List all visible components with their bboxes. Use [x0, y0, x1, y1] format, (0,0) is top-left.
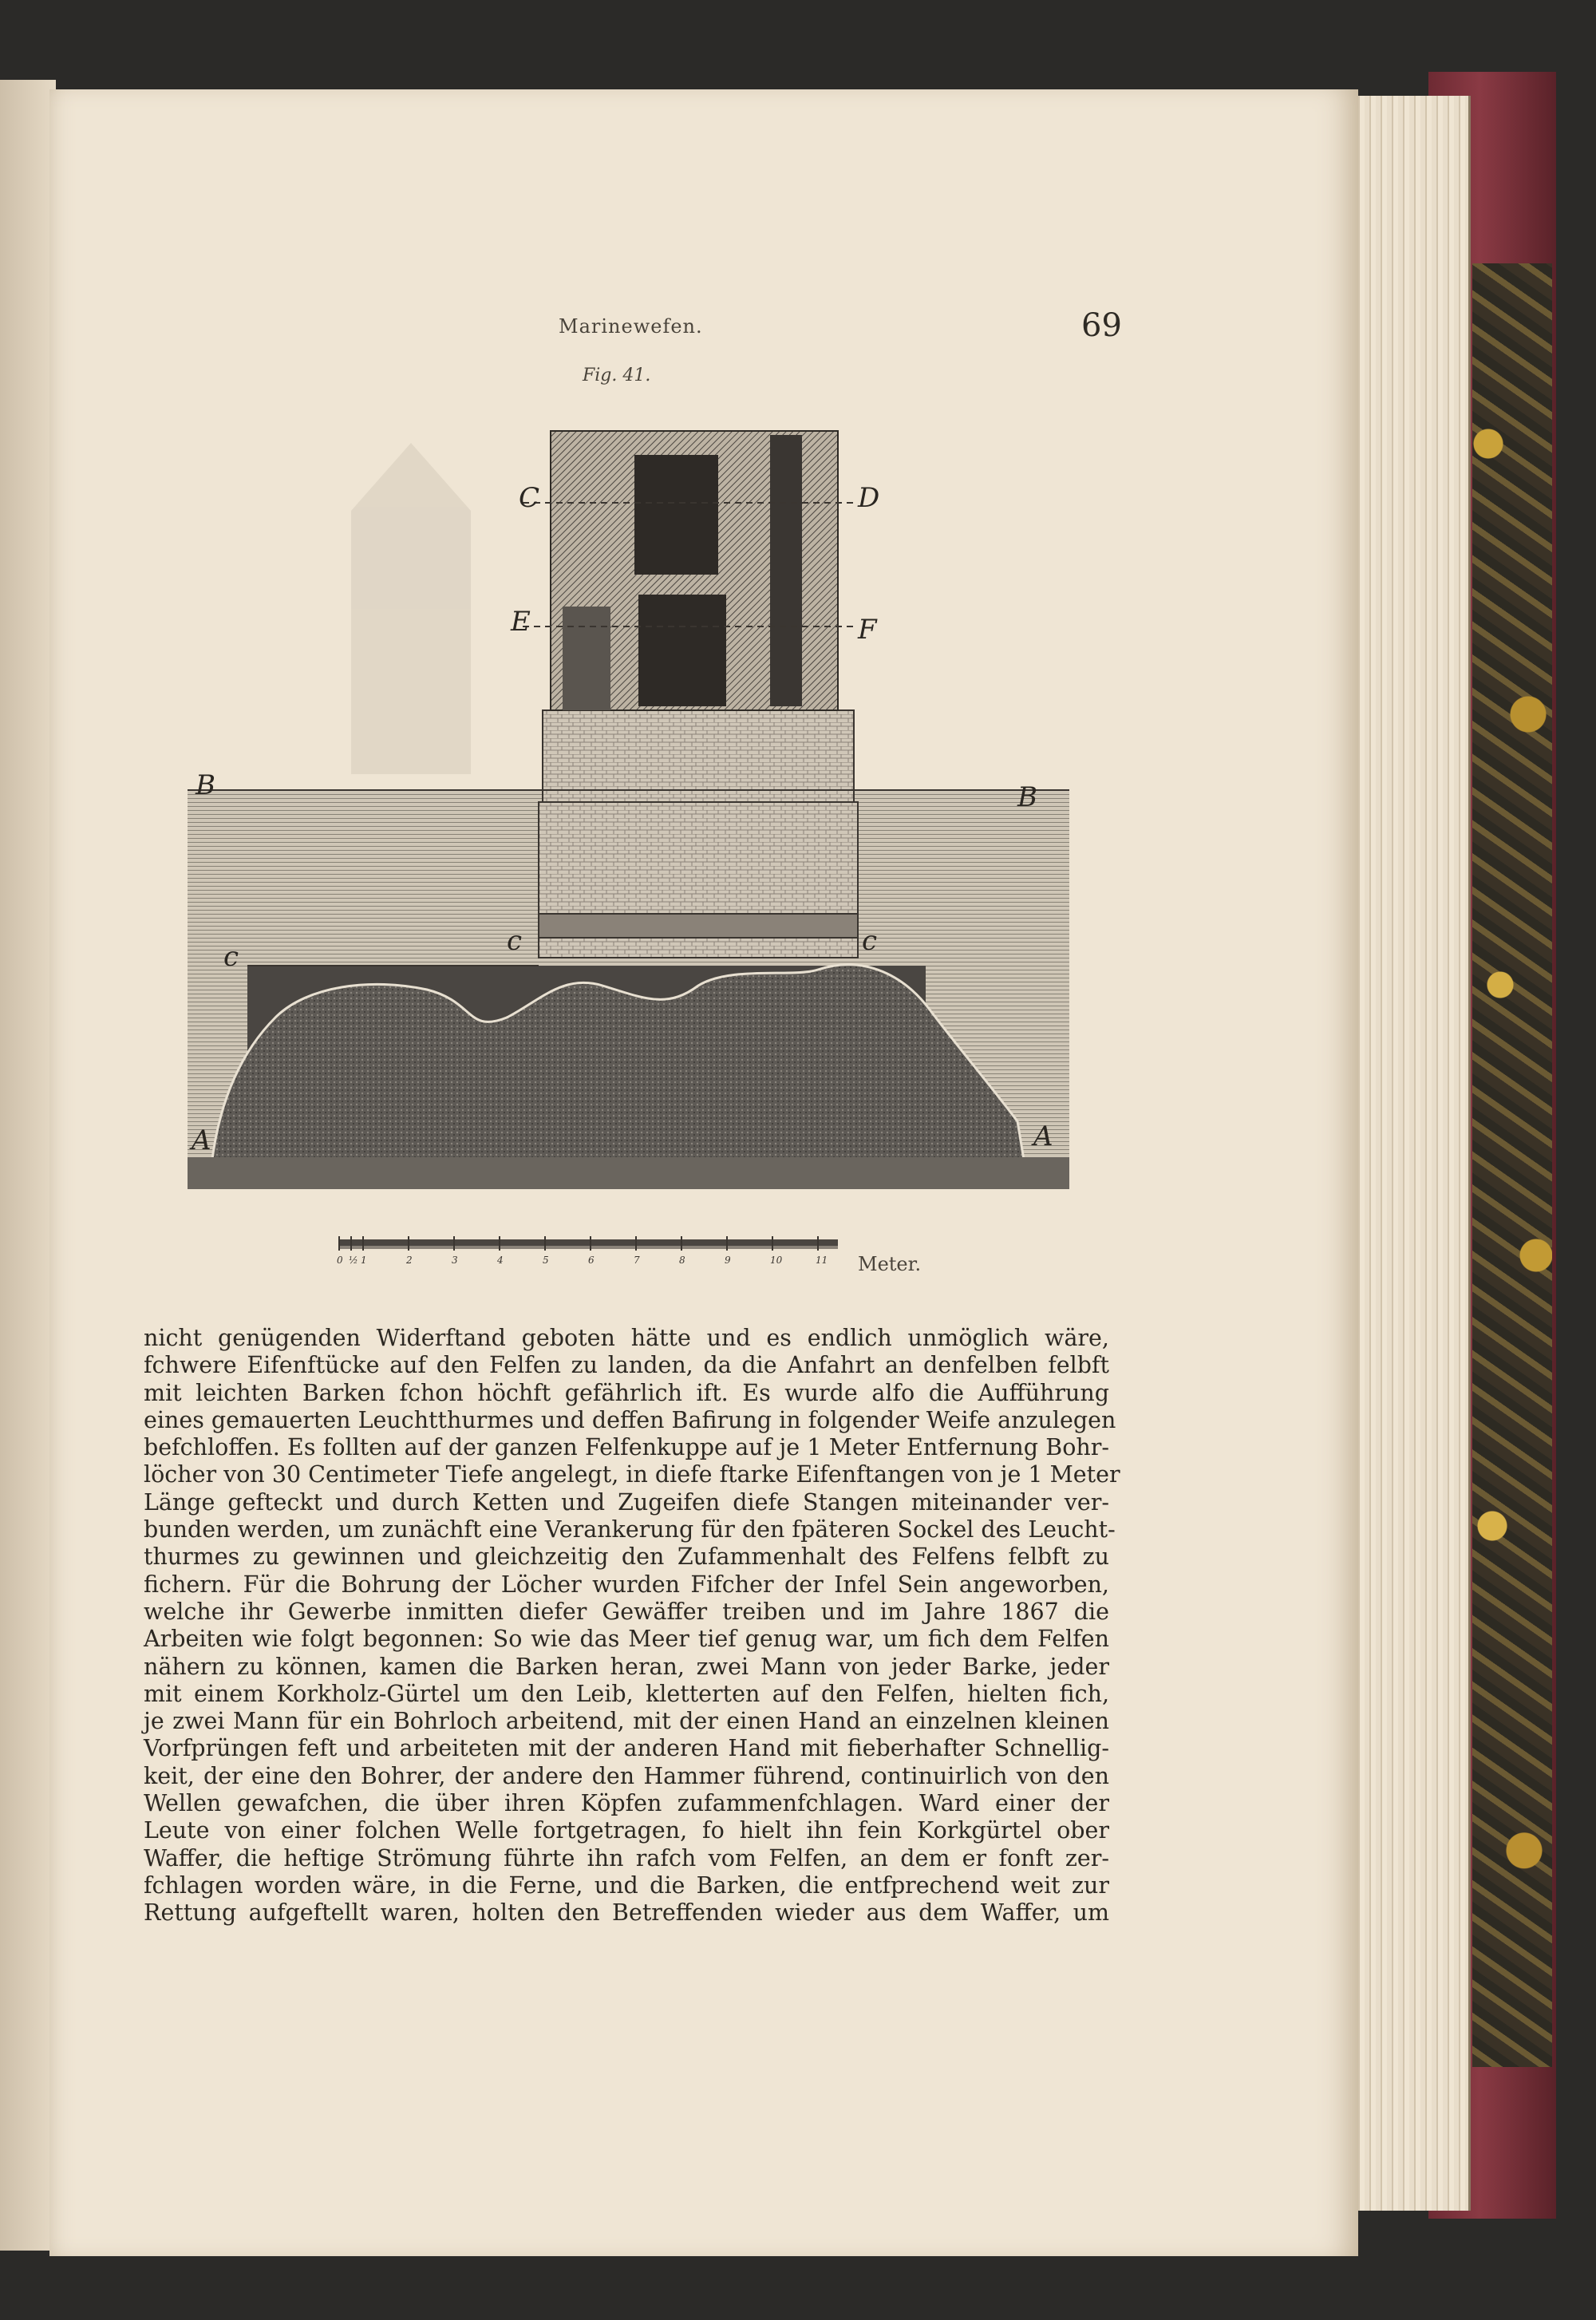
left-page-edge [0, 80, 56, 2251]
body-line: nähern zu können, kamen die Barken heran, zwei Mann von jeder Barke, jeder [144, 1653, 1109, 1680]
label-f: F [858, 614, 877, 646]
body-line: eines gemauerten Leuchtthurmes und deffen Bafirung in folgender Weife anzulegen [144, 1406, 1116, 1433]
body-line: thurmes zu gewinnen und gleichzeitig den Zufammenhalt des Felfens felbft zu [144, 1543, 1109, 1571]
body-line: keit, der eine den Bohrer, der andere den Hammer führend, continuirlich von den [144, 1762, 1109, 1789]
scale-tick-label: 8 [679, 1255, 685, 1266]
label-e: E [511, 606, 531, 638]
body-line: Waffer, die heftige Strömung führte ihn rafch vom Felfen, an dem er fonft zer- [144, 1844, 1109, 1871]
label-c-mid: c [507, 925, 523, 957]
marbled-edge [1472, 263, 1552, 2067]
scale-tick-label: 5 [543, 1255, 549, 1266]
scale-bar [335, 1233, 854, 1273]
label-a-right: A [1033, 1120, 1053, 1152]
scale-tick-label: 0 [337, 1255, 343, 1266]
running-head: Marinewefen. [559, 315, 703, 338]
label-d: D [858, 482, 880, 514]
room-side [563, 607, 610, 710]
body-line: nicht genügenden Widerftand geboten hätte und es endlich unmöglich wäre, [144, 1325, 1109, 1351]
stair-shaft [770, 435, 802, 706]
label-b-left: B [196, 769, 215, 801]
body-line: Wellen gewafchen, die über ihren Köpfen zufammenfchlagen. Ward einer der [144, 1790, 1109, 1817]
body-line: fchwere Eifenftücke auf den Felfen zu landen, da die Anfahrt an denfelben felbft [144, 1352, 1109, 1379]
body-line: Rettung aufgeftellt waren, holten den Betreffenden wieder aus dem Waffer, um [144, 1899, 1109, 1927]
body-line: mit einem Korkholz-Gürtel um den Leib, kletterten auf den Felfen, hielten fich, [144, 1680, 1109, 1707]
body-line: fichern. Für die Bohrung der Löcher wurden Fifcher der Infel Sein angeworben, [144, 1571, 1109, 1598]
body-line: Länge gefteckt und durch Ketten und Zugeifen diefe Stangen miteinander ver- [144, 1488, 1109, 1516]
body-line: bunden werden, um zunächft eine Verankerung für den fpäteren Sockel des Leucht- [144, 1516, 1116, 1543]
figure-caption: Fig. 41. [583, 366, 651, 385]
body-line: welche ihr Gewerbe inmitten diefer Gewäffer treiben und im Jahre 1867 die [144, 1598, 1109, 1625]
body-line: Leute von einer folchen Welle fortgetragen, fo hielt ihn fein Korkgürtel ober [144, 1817, 1109, 1844]
scale-tick-label: 4 [497, 1255, 504, 1266]
lighthouse-section-figure [188, 427, 1069, 1205]
body-line: fchlagen worden wäre, in die Ferne, und die Barken, die entfprechend weit zur [144, 1871, 1109, 1899]
tower-footing [539, 914, 858, 938]
scale-tick-label: 3 [452, 1255, 458, 1266]
label-a-left: A [192, 1124, 211, 1156]
rock [211, 965, 1025, 1169]
scale-tick-label: 11 [816, 1255, 828, 1266]
page-number: 69 [1081, 307, 1122, 344]
body-line: Vorfprüngen feft und arbeiteten mit der anderen Hand mit fieberhafter Schnellig- [144, 1735, 1109, 1762]
body-line: löcher von 30 Centimeter Tiefe angelegt, in diefe ftarke Eifenftangen von je 1 Meter [144, 1461, 1120, 1488]
body-text [144, 1325, 1120, 1927]
body-line: mit leichten Barken fchon höchft gefährlich ift. Es wurde alfo die Aufführung [144, 1379, 1109, 1406]
scale-tick-label: 2 [406, 1255, 413, 1266]
scale-tick-label: 10 [770, 1255, 783, 1266]
scale-tick-label: 6 [588, 1255, 595, 1266]
label-b-right: B [1017, 781, 1037, 813]
scale-unit: Meter. [858, 1253, 922, 1275]
label-c-right: c [862, 925, 878, 957]
ghost-lighthouse [351, 443, 471, 774]
scale-tick-label: ½ [349, 1255, 358, 1266]
body-line: befchloffen. Es follten auf der ganzen Felfenkuppe auf je 1 Meter Entfernung Bohr- [144, 1434, 1109, 1461]
room-lower [638, 595, 726, 706]
scale-tick-label: 1 [361, 1255, 367, 1266]
tower-base-upper [543, 710, 854, 802]
label-c-upper: C [519, 482, 540, 514]
label-c-left: c [223, 941, 239, 973]
scale-tick-label: 7 [634, 1255, 640, 1266]
body-line: je zwei Mann für ein Bohrloch arbeitend, mit der einen Hand an einzelnen kleinen [144, 1708, 1109, 1735]
body-line: Arbeiten wie folgt begonnen: So wie das Meer tief genug war, um fich dem Felfen [144, 1626, 1109, 1653]
scale-tick-label: 9 [725, 1255, 731, 1266]
room-upper [634, 455, 718, 575]
seabed [188, 1157, 1069, 1189]
